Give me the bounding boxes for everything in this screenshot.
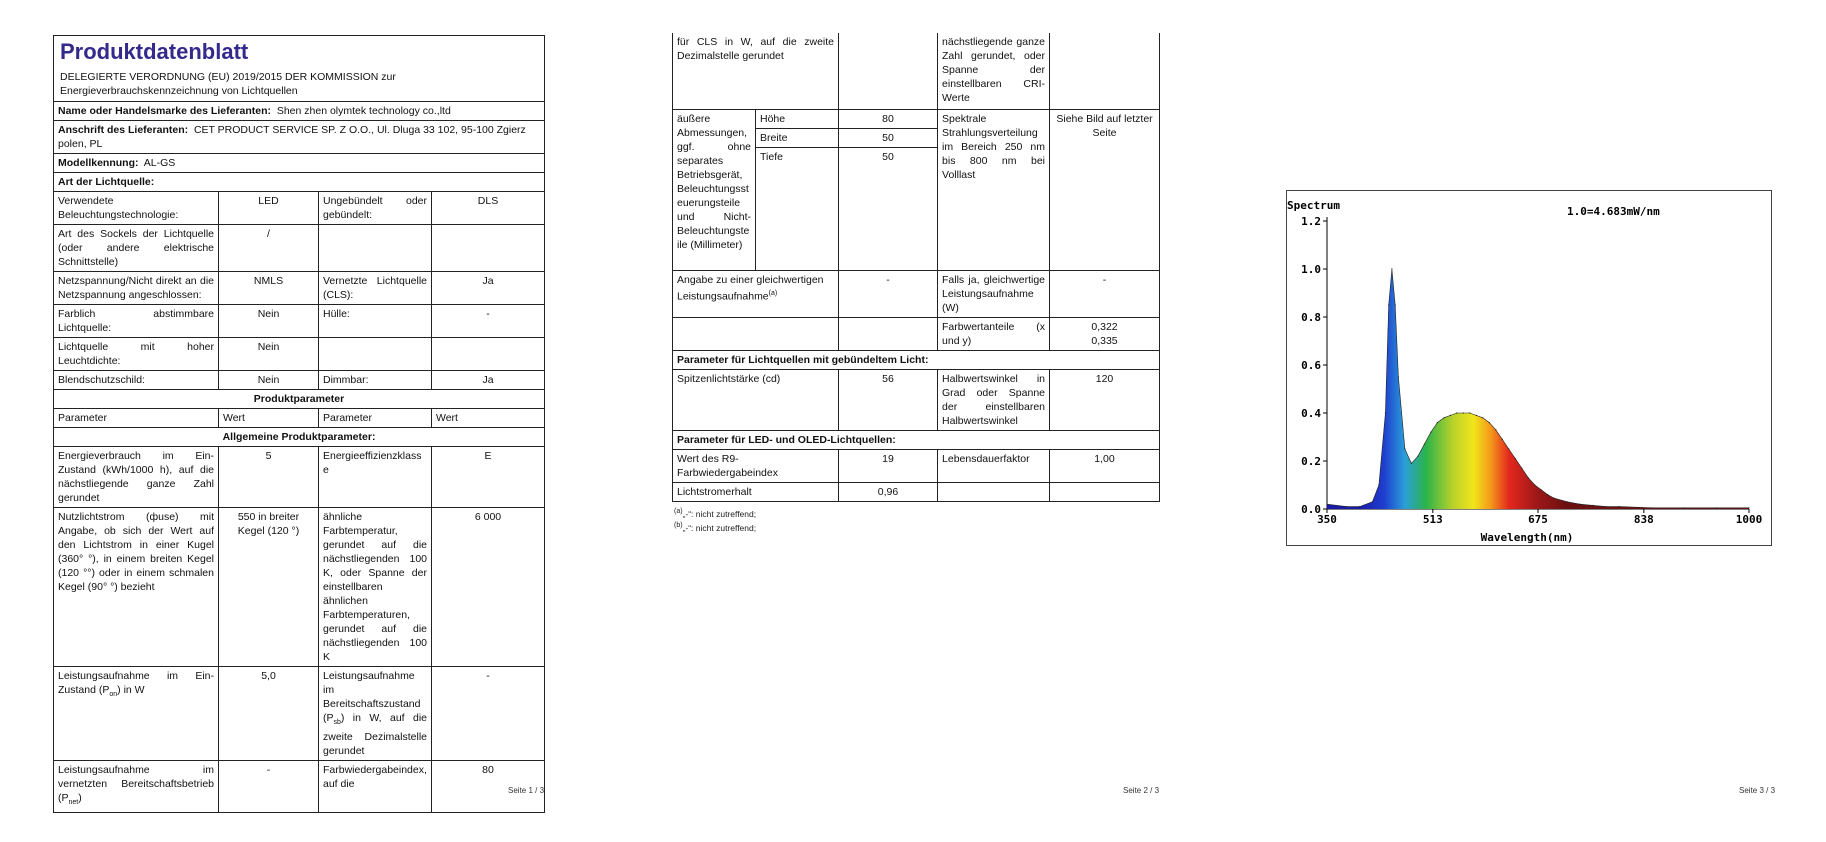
column-header-row <box>54 409 545 428</box>
cell: Farblich abstimmbare Lichtquelle: <box>54 305 219 338</box>
cell <box>1050 33 1160 110</box>
footnote-text: „-“: nicht zutreffend; <box>682 522 757 533</box>
table-row <box>673 110 1160 129</box>
data-point <box>1547 494 1548 495</box>
data-point <box>1748 507 1749 508</box>
y-tick-label: 0.8 <box>1301 311 1321 324</box>
data-point <box>1346 506 1347 507</box>
data-point <box>1567 501 1568 502</box>
data-point <box>1372 501 1373 502</box>
subscript: sb <box>333 719 341 727</box>
x-tick-label: 350 <box>1317 513 1337 526</box>
plot-area <box>1326 268 1749 509</box>
text: Angabe zu einer gleichwertigen Leistungsaufnahme <box>677 274 824 303</box>
cell: Energieeffizienzklasse <box>319 447 432 508</box>
supplier-row <box>54 102 545 121</box>
footnote-b <box>674 522 1160 533</box>
cell: - <box>219 761 319 813</box>
model-value: AL-GS <box>143 157 176 169</box>
led-parameters-heading: Parameter für LED- und OLED-Lichtquellen: <box>673 431 1160 450</box>
text: Leistungsaufnahme im Bereitschaftszustand (P <box>323 670 421 724</box>
light-source-type-heading: Art der Lichtquelle: <box>54 173 545 192</box>
cell: Ja <box>432 272 545 305</box>
data-point <box>1388 304 1389 305</box>
data-point <box>1619 506 1620 507</box>
data-point <box>1716 507 1717 508</box>
cell: Wert des R9-Farbwiedergabeindex <box>673 450 839 483</box>
cell: Lebensdauerfaktor <box>938 450 1050 483</box>
table-row <box>54 761 545 813</box>
chart-title: Spectrum <box>1287 199 1340 212</box>
x-tick-label: 838 <box>1633 513 1654 526</box>
data-point <box>1398 376 1399 377</box>
superscript: (a) <box>768 290 778 297</box>
data-point <box>1430 432 1431 433</box>
document-title: Produktdatenblatt <box>60 39 249 64</box>
cell: Lichtstromerhalt <box>673 483 839 502</box>
table-row <box>673 450 1160 483</box>
subscript: net <box>68 799 79 807</box>
table-row <box>54 192 545 225</box>
spectrum-area <box>1327 269 1749 509</box>
cell: LED <box>219 192 319 225</box>
data-point <box>1326 504 1327 505</box>
cell: Spitzenlichtstärke (cd) <box>673 370 839 431</box>
y-tick-label: 0.2 <box>1301 455 1321 468</box>
data-point <box>1554 498 1555 499</box>
data-point <box>1424 444 1425 445</box>
table-row <box>673 483 1160 502</box>
regulation-text: DELEGIERTE VERORDNUNG (EU) 2019/2015 DER KOMMISSION zur Energieverbrauchskennzeichnung von Lichtquellen <box>60 71 396 97</box>
address-label: Anschrift des Lieferanten: <box>58 124 189 136</box>
dimension-value: 50 <box>839 148 938 271</box>
column-header: Wert <box>219 409 319 428</box>
column-header: Parameter <box>54 409 219 428</box>
data-point <box>1417 456 1418 457</box>
cell <box>938 483 1050 502</box>
table-row <box>54 508 545 667</box>
table-row <box>54 338 545 371</box>
datasheet-table-page2 <box>672 33 1160 502</box>
cell <box>1050 483 1160 502</box>
y-tick-label: 1.0 <box>1301 263 1321 276</box>
cell: Hülle: <box>319 305 432 338</box>
data-point <box>1521 468 1522 469</box>
column-header: Parameter <box>319 409 432 428</box>
cell: Nutzlichtstrom (фuse) mit Angabe, ob sich der Wert auf den Lichtstrom in einer Kugel (360° °), in einem breiten Kegel (120 °°) oder in einem schmalen Kegel (90° °) bezieht <box>54 508 219 667</box>
data-point <box>1411 463 1412 464</box>
table-row <box>54 371 545 390</box>
data-point <box>1391 268 1392 269</box>
x-tick-label: 1000 <box>1735 513 1763 526</box>
cell <box>432 338 545 371</box>
subscript: on <box>109 691 118 699</box>
x-tick-label: 513 <box>1422 513 1443 526</box>
cell <box>319 338 432 371</box>
data-point <box>1450 415 1451 416</box>
data-point <box>1495 429 1496 430</box>
data-point <box>1395 304 1396 305</box>
data-point <box>1593 505 1594 506</box>
cell <box>839 318 938 351</box>
cell: 56 <box>839 370 938 431</box>
page-number-3: Seite 3 / 3 <box>1739 786 1776 795</box>
chart-annotation: 1.0=4.683mW/nm <box>1567 205 1660 218</box>
footnote-mark: (b) <box>674 521 683 529</box>
data-point <box>1456 412 1457 413</box>
cell: - <box>432 305 545 338</box>
model-row <box>54 154 545 173</box>
cell: / <box>219 225 319 272</box>
page-number-2: Seite 2 / 3 <box>1123 786 1160 795</box>
column-header: Wert <box>432 409 545 428</box>
cell: 1,00 <box>1050 450 1160 483</box>
cell: Farbwertanteile (x und y) <box>938 318 1050 351</box>
dimension-value: 50 <box>839 129 938 148</box>
x-tick-label: 675 <box>1528 513 1548 526</box>
cell: 5,0 <box>219 667 319 761</box>
spectral-value: Siehe Bild auf letzter Seite <box>1050 110 1160 271</box>
cell: Art des Sockels der Lichtquelle (oder andere elektrische Schnittstelle) <box>54 225 219 272</box>
footnote-mark: (a) <box>674 508 683 515</box>
cell: - <box>432 667 545 761</box>
dimension-name: Höhe <box>756 110 839 129</box>
y-tick-label: 1.2 <box>1301 215 1321 228</box>
cell <box>432 225 545 272</box>
data-point <box>1541 489 1542 490</box>
cell <box>319 225 432 272</box>
data-point <box>1437 422 1438 423</box>
footnote-text: „-“: nicht zutreffend; <box>682 508 757 519</box>
cell <box>54 667 219 761</box>
data-point <box>1404 448 1405 449</box>
cell: Falls ja, gleichwertige Leistungsaufnahme (W) <box>938 271 1050 318</box>
data-point <box>1580 504 1581 505</box>
cell: Nein <box>219 371 319 390</box>
table-row <box>54 305 545 338</box>
cell: 5 <box>219 447 319 508</box>
table-row <box>54 667 545 761</box>
spectrum-chart-svg <box>1287 191 1771 545</box>
text: ) in W, auf die zweite Dezimalstelle gerundet <box>323 712 427 758</box>
page-number-1: Seite 1 / 3 <box>508 786 545 795</box>
cell: 550 in breiter Kegel (120 °) <box>219 508 319 667</box>
data-point <box>1515 458 1516 459</box>
y-tick-label: 0.4 <box>1301 407 1321 420</box>
cell: 6 000 <box>432 508 545 667</box>
cell: Vernetzte Lichtquelle (CLS): <box>319 272 432 305</box>
table-row <box>673 370 1160 431</box>
cell: Energieverbrauch im Ein-Zustand (kWh/1000 h), auf die nächstliegende ganze Zahl gerundet <box>54 447 219 508</box>
cell: - <box>1050 271 1160 318</box>
data-point <box>1476 415 1477 416</box>
cell: - <box>839 271 938 318</box>
cell: Ungebündelt oder gebündelt: <box>319 192 432 225</box>
axes <box>1301 215 1762 526</box>
data-point <box>1489 422 1490 423</box>
table-row <box>673 318 1160 351</box>
data-point <box>1385 412 1386 413</box>
spectrum-chart <box>1286 190 1772 546</box>
cell: 0,96 <box>839 483 938 502</box>
cell: für CLS in W, auf die zweite Dezimalstelle gerundet <box>673 33 839 110</box>
cell: nächstliegende ganze Zahl gerundet, oder Spanne der einstellbaren CRI-Werte <box>938 33 1050 110</box>
cell: 0,322 0,335 <box>1050 318 1160 351</box>
data-point <box>1463 412 1464 413</box>
data-point <box>1378 484 1379 485</box>
cell: Nein <box>219 305 319 338</box>
page-2 <box>672 0 1160 533</box>
cell: NMLS <box>219 272 319 305</box>
cell <box>839 33 938 110</box>
cell <box>319 667 432 761</box>
cell: 80 <box>432 761 545 813</box>
cell: Netzspannung/Nicht direkt an die Netzspannung angeschlossen: <box>54 272 219 305</box>
data-point <box>1502 439 1503 440</box>
y-tick-label: 0.0 <box>1301 503 1321 516</box>
cell: Lichtquelle mit hoher Leuchtdichte: <box>54 338 219 371</box>
address-row <box>54 121 545 154</box>
table-row <box>54 447 545 508</box>
table-row <box>673 271 1160 318</box>
supplier-label: Name oder Handelsmarke des Lieferanten: <box>58 105 271 117</box>
data-point <box>1534 484 1535 485</box>
cell: E <box>432 447 545 508</box>
data-point <box>1684 507 1685 508</box>
data-point <box>1443 417 1444 418</box>
cell: Verwendete Beleuchtungstechnologie: <box>54 192 219 225</box>
cell: Ja <box>432 371 545 390</box>
cell: Blendschutzschild: <box>54 371 219 390</box>
cell <box>673 318 839 351</box>
data-point <box>1469 412 1470 413</box>
product-parameters-heading: Produktparameter <box>54 390 545 409</box>
text: ) <box>78 792 82 805</box>
general-parameters-heading: Allgemeine Produktparameter: <box>54 428 545 447</box>
cell: Farbwiedergabeindex, auf die <box>319 761 432 813</box>
dimension-name: Tiefe <box>756 148 839 271</box>
text: Leistungsaufnahme im vernetzten Bereitschaftsbetrieb (P <box>58 764 214 805</box>
table-row <box>673 33 1160 110</box>
model-label: Modellkennung: <box>58 157 139 169</box>
supplier-value: Shen zhen olymtek technology co.,ltd <box>276 105 451 117</box>
cell: 120 <box>1050 370 1160 431</box>
cell: Nein <box>219 338 319 371</box>
text: Leistungsaufnahme im Ein-Zustand (P <box>58 670 214 696</box>
dimension-value: 80 <box>839 110 938 129</box>
address-value: CET PRODUCT SERVICE SP. Z O.O., Ul. Dluga 33 102, 95-100 Zgierz polen, PL <box>58 124 526 150</box>
table-row <box>54 225 545 272</box>
cell: Halbwertswinkel in Grad oder Spanne der einstellbaren Halbwertswinkel <box>938 370 1050 431</box>
cell: Dimmbar: <box>319 371 432 390</box>
datasheet-table-page1 <box>53 35 545 813</box>
text: ) in W <box>117 684 145 696</box>
y-tick-label: 0.6 <box>1301 359 1321 372</box>
data-point <box>1651 507 1652 508</box>
table-row <box>54 272 545 305</box>
footnote-a <box>674 508 1160 519</box>
dimensions-label: äußere Abmessungen, ggf. ohne separates Betriebsgerät, Beleuchtungssteuerungsteile und Nicht-Beleuchtungsteile (Millimeter) <box>673 110 756 271</box>
data-point <box>1359 506 1360 507</box>
data-point <box>1528 477 1529 478</box>
data-point <box>1508 448 1509 449</box>
x-axis-label: Wavelength(nm) <box>1480 531 1574 544</box>
data-point <box>1482 417 1483 418</box>
dimension-name: Breite <box>756 129 839 148</box>
directional-parameters-heading: Parameter für Lichtquellen mit gebündeltem Licht: <box>673 351 1160 370</box>
cell: 19 <box>839 450 938 483</box>
cell: ähnliche Farbtemperatur, gerundet auf die nächstliegenden 100 K, oder Spanne der einstellbaren ähnlichen Farbtemperaturen, gerundet auf die nächstliegenden 100 K <box>319 508 432 667</box>
spectral-label: Spektrale Strahlungsverteilung im Bereich 250 nm bis 800 nm bei Volllast <box>938 110 1050 271</box>
data-point <box>1606 506 1607 507</box>
cell <box>54 761 219 813</box>
page-1 <box>53 0 545 813</box>
cell <box>673 271 839 318</box>
cell: DLS <box>432 192 545 225</box>
